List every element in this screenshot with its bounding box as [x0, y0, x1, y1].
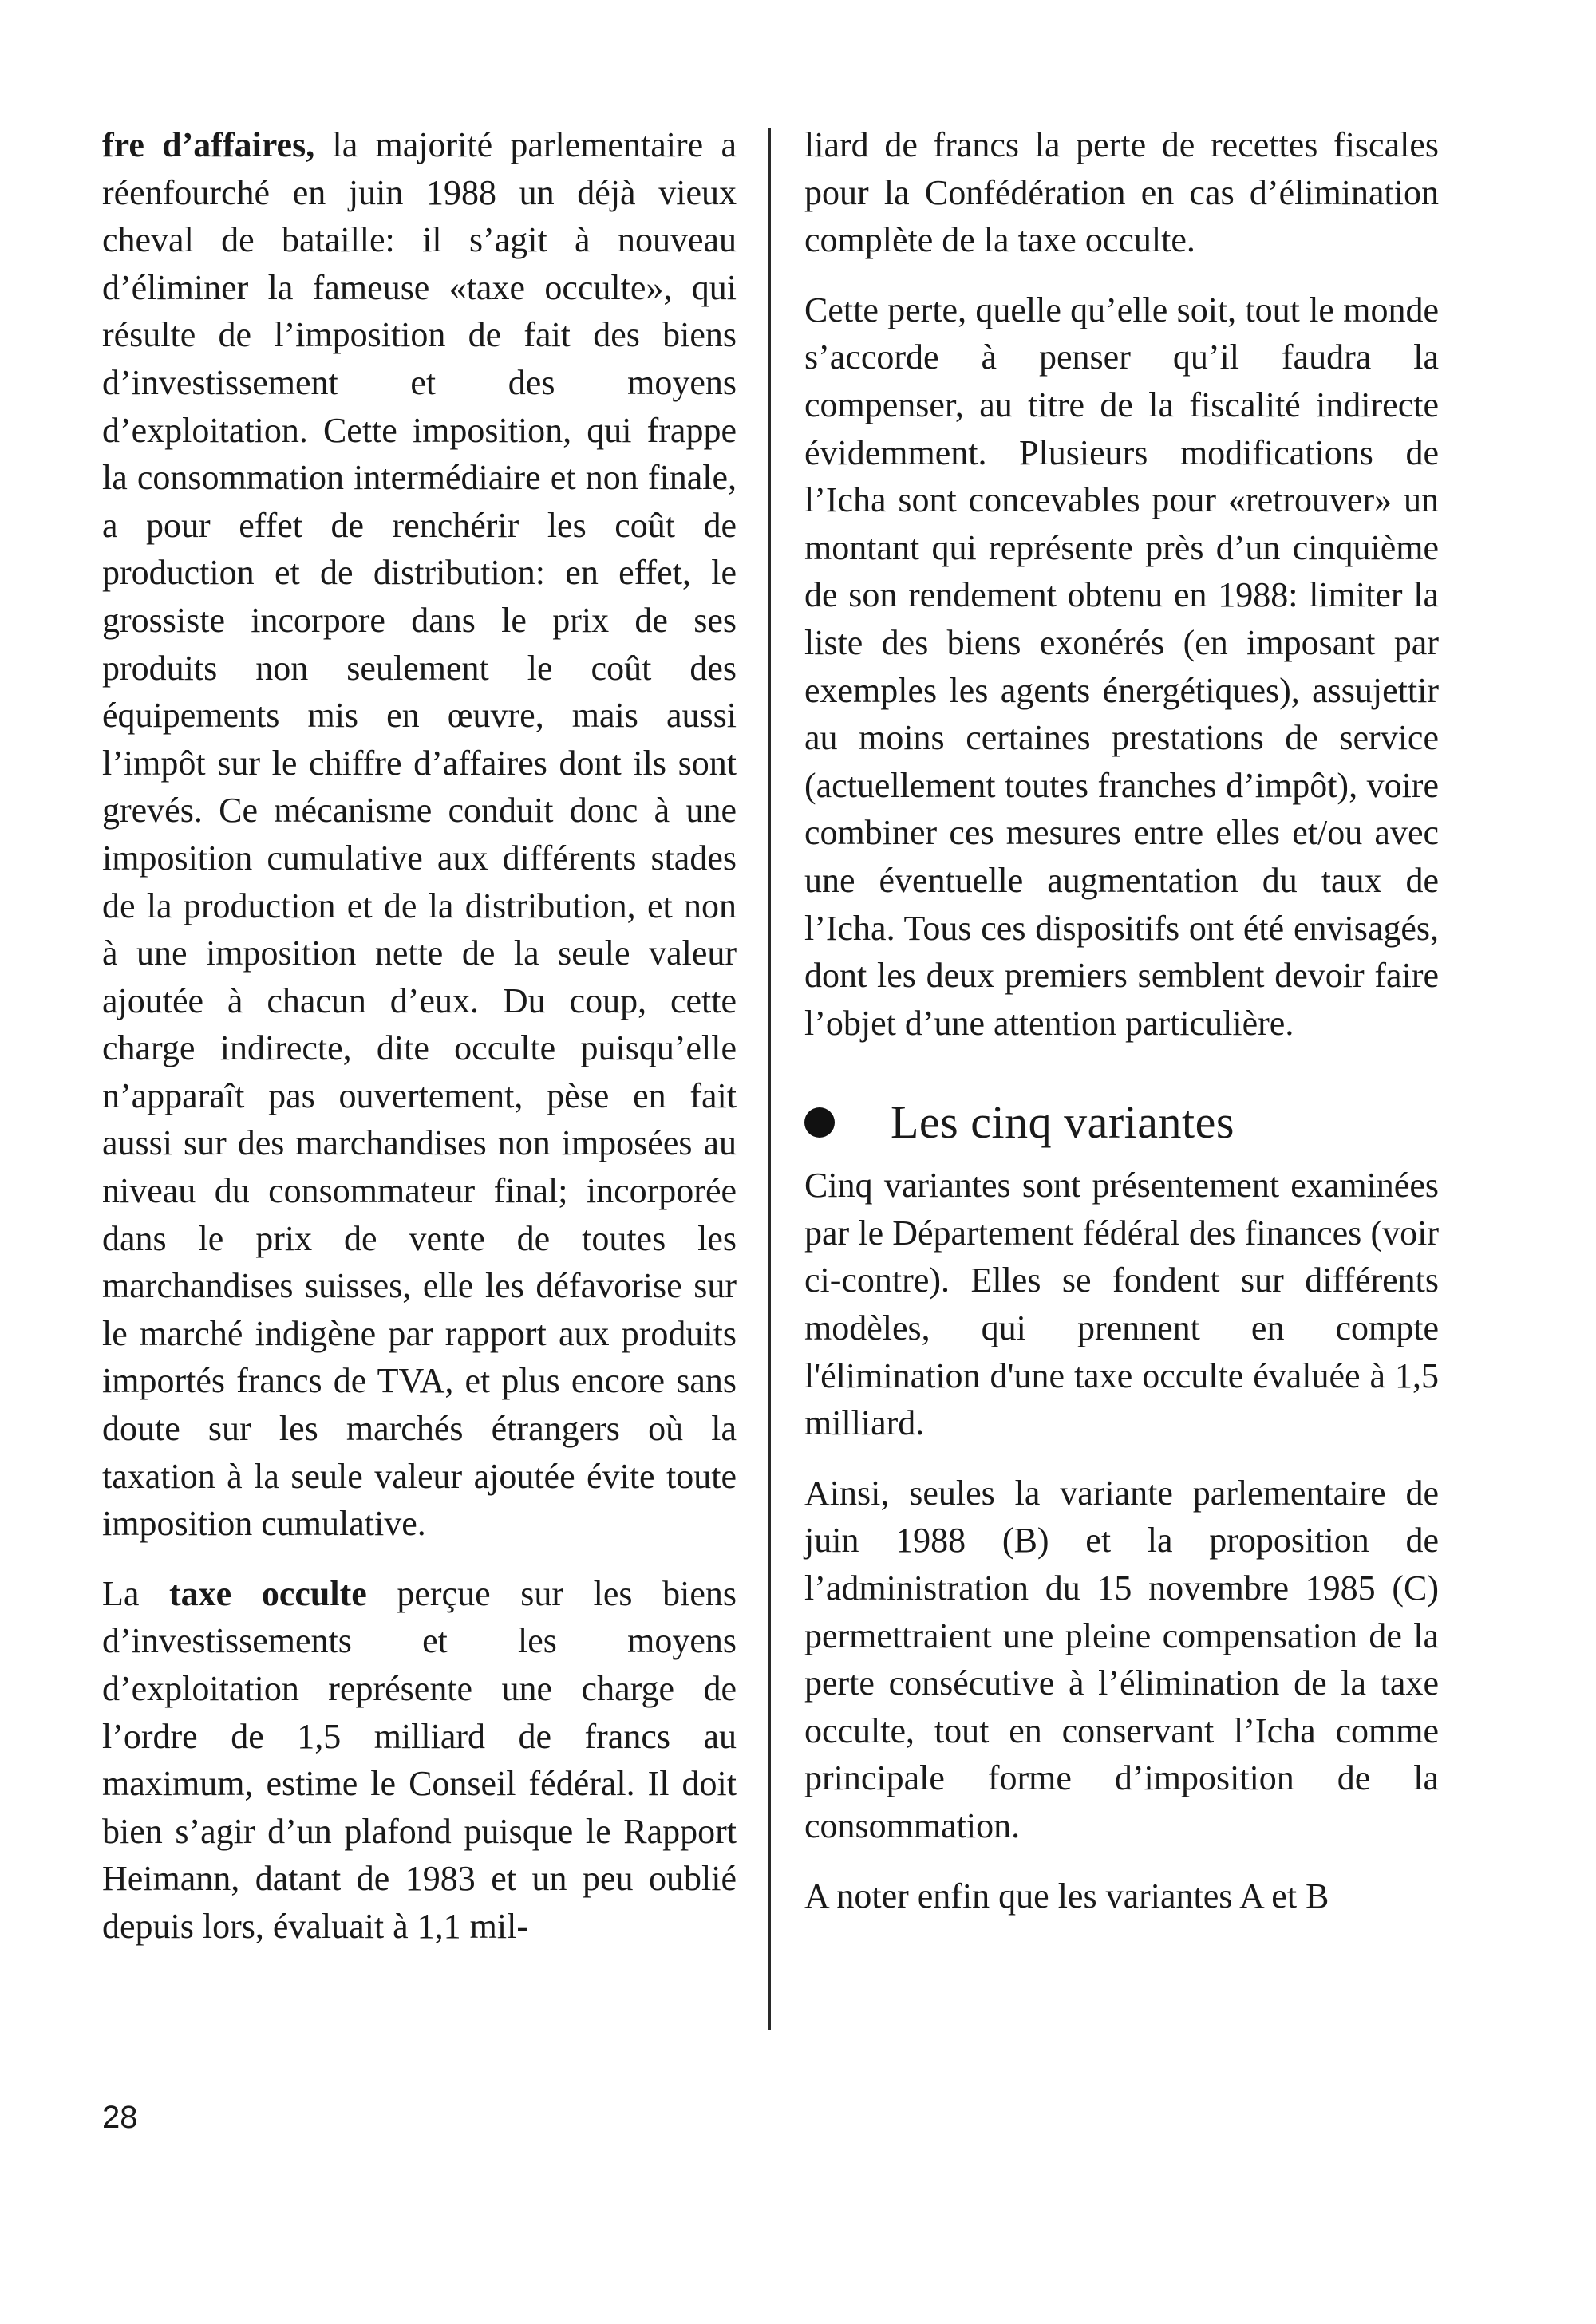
- paragraph-text-after: perçue sur les biens d’investissements et les moyens d’exploitation représente une charge de l’ordre de 1,5 milliard de francs au maximum, estime le Conseil fédéral. Il doit bien s’agir d’un plafond puisque le Rapport Heimann, datant de 1983 et un peu oublié depuis lors, évaluait à 1,1 mil-: [102, 1573, 737, 1946]
- bold-lead-text: fre d’affaires,: [102, 125, 315, 164]
- right-paragraph-5: A noter enfin que les variantes A et B: [804, 1876, 1329, 1916]
- paragraph-text-before: La: [102, 1573, 170, 1613]
- section-heading: [804, 1095, 1439, 1150]
- left-paragraph-2: [102, 1570, 737, 1951]
- left-column: [102, 121, 737, 1973]
- right-paragraph-2: Cette perte, quelle qu’elle soit, tout le monde s’accorde à penser qu’il faudra la compenser, au titre de la fiscalité indirecte évidemment. Plusieurs modifications de l’Icha sont concevables pour «retrouver» un montant qui représente près d’un cinquième de son rendement obtenu en 1988: limiter la liste des biens exonérés (en imposant par exemples les agents énergétiques), assujettir au moins certaines prestations de service (actuellement toutes franches d’impôt), voire combiner ces mesures entre elles et/ou avec une éventuelle augmentation du taux de l’Icha. Tous ces dispositifs ont été envisagés, dont les deux premiers semblent devoir faire l’objet d’une attention particulière.: [804, 290, 1439, 1043]
- section-heading-text: Les cinq variantes: [891, 1096, 1235, 1149]
- bullet-icon: [804, 1107, 835, 1138]
- right-paragraph-3: Cinq variantes sont présentement examinées par le Département fédéral des finances (voir ci-contre). Elles se fondent sur différents modèles, qui prennent en compte l'élimination d'une taxe occulte évaluée à 1,5 milliard.: [804, 1166, 1439, 1443]
- page-number: 28: [102, 2100, 138, 2135]
- column-divider: [768, 128, 771, 2030]
- paragraph-text: la majorité parlementaire a réenfourché en juin 1988 un déjà vieux cheval de bataille: il s’agit à nouveau d’éliminer la fameuse «taxe occulte», qui résulte de l’imposition de fait des biens d’investissement et des moyens d’exploitation. Cette imposition, qui frappe la consommation intermédiaire et non finale, a pour effet de renchérir les coût de production et de distribution: en effet, le grossiste incorpore dans le prix de ses produits non seulement le coût des équipements mis en œuvre, mais aussi l’impôt sur le chiffre d’affaires dont ils sont grevés. Ce mécanisme conduit donc à une imposition cumulative aux différents stades de la production et de la distribution, et non à une imposition nette de la seule valeur ajoutée à chacun d’eux. Du coup, cette charge indirecte, dite occulte puisqu’elle n’apparaît pas ouvertement, pèse en fait aussi sur des marchandises non imposées au niveau du consommateur final; incorporée dans le prix de vente de toutes les marchandises suisses, elle les défavorise sur le marché indigène par rapport aux produits importés francs de TVA, et plus encore sans doute sur les marchés étrangers où la taxation à la seule valeur ajoutée évite toute imposition cumulative.: [102, 125, 737, 1544]
- bold-term-taxe-occulte: taxe occulte: [169, 1573, 367, 1613]
- right-column: [804, 121, 1439, 1942]
- right-paragraph-1: liard de francs la perte de recettes fiscales pour la Confédération en cas d’élimination complète de la taxe occulte.: [804, 125, 1439, 260]
- right-paragraph-4: Ainsi, seules la variante parlementaire de juin 1988 (B) et la proposition de l’administration du 15 novembre 1985 (C) permettraient une pleine compensation de la perte consécutive à l’élimination de la taxe occulte, tout en conservant l’Icha comme principale forme d’imposition de la consommation.: [804, 1473, 1439, 1845]
- left-paragraph-1: [102, 121, 737, 1548]
